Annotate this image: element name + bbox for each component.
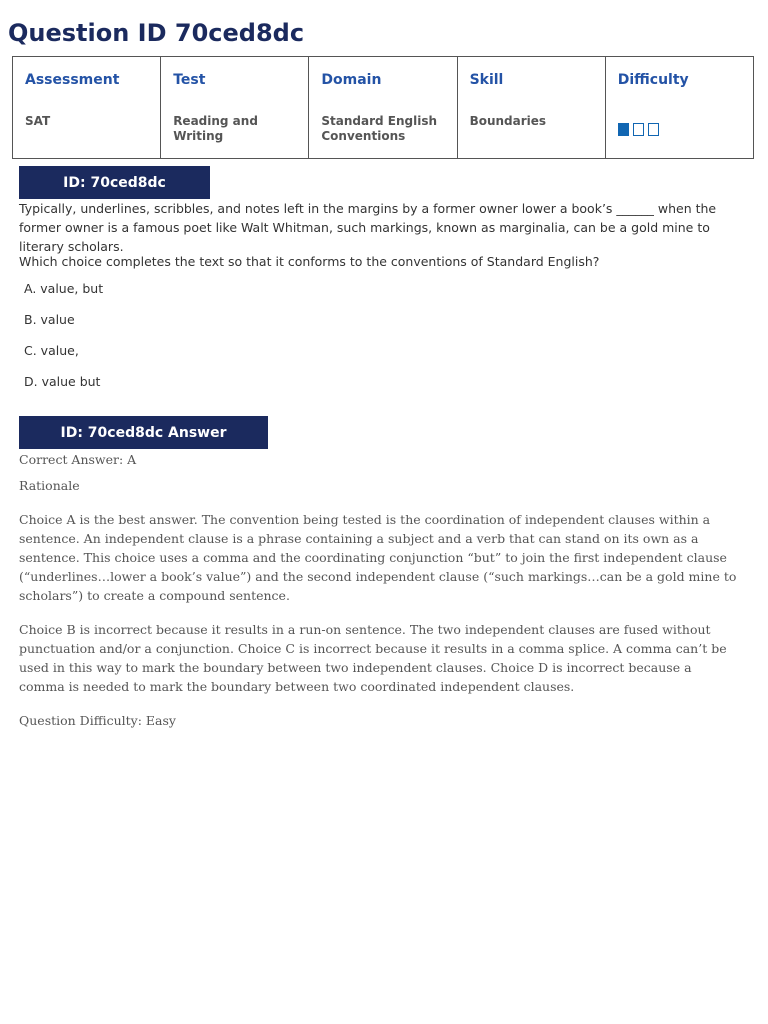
difficulty-box-empty: [633, 123, 644, 136]
meta-value-domain: Standard English Conventions: [321, 114, 438, 143]
meta-value-assessment: SAT: [25, 114, 51, 128]
meta-label-domain: Domain: [321, 72, 382, 88]
difficulty-box-filled: [618, 123, 629, 136]
difficulty-indicator: [618, 123, 659, 136]
question-stem: Which choice completes the text so that it conforms to the conventions of Standard English?: [19, 254, 600, 269]
meta-cell-difficulty: [605, 57, 753, 159]
meta-label-skill: Skill: [469, 72, 504, 88]
choice-b: B. value: [24, 312, 75, 327]
question-id-banner: ID: 70ced8dc: [19, 166, 210, 199]
answer-id-banner: ID: 70ced8dc Answer: [19, 416, 268, 449]
question-passage: Typically, underlines, scribbles, and notes left in the margins by a former owner lower a book’s ______ when the former owner is a famous poet like Walt Whitman, such markings, known as marginalia, can be a gold mine to literary scholars.: [19, 201, 717, 254]
choice-d: D. value but: [24, 374, 101, 389]
rationale-label: Rationale: [19, 478, 80, 493]
meta-cell-assessment: [13, 57, 161, 159]
meta-label-difficulty: Difficulty: [617, 72, 689, 88]
meta-cell-test: [161, 57, 309, 159]
difficulty-box-empty: [648, 123, 659, 136]
meta-value-test: Reading and Writing: [173, 114, 258, 143]
meta-cell-domain: [309, 57, 457, 159]
page-title: Question ID 70ced8dc: [8, 19, 305, 47]
rationale-paragraph-b: Choice B is incorrect because it results in a run-on sentence. The two independent clauses are fused without punctuation and/or a conjunction. Choice C is incorrect because it results in a comma splice. A comma can’t be used in this way to mark the boundary between two independent clauses. Choice D is incorrect because a comma is needed to mark the boundary between two coordinated independent clauses.: [19, 622, 727, 694]
choice-a: A. value, but: [24, 281, 104, 296]
meta-label-assessment: Assessment: [25, 72, 120, 88]
choice-c: C. value,: [24, 343, 79, 358]
meta-label-test: Test: [173, 72, 206, 88]
question-difficulty: Question Difficulty: Easy: [19, 713, 176, 728]
meta-cell-skill: [457, 57, 605, 159]
question-meta-table: [12, 56, 754, 159]
rationale-paragraph-a: Choice A is the best answer. The convention being tested is the coordination of independent clauses within a sentence. An independent clause is a phrase containing a subject and a verb that can stand on its own as a sentence. This choice uses a comma and the coordinating conjunction “but” to join the first independent clause (“underlines…lower a book’s value”) and the second independent clause (“such markings…can be a gold mine to scholars”) to create a compound sentence.: [19, 512, 737, 603]
correct-answer: Correct Answer: A: [19, 452, 137, 467]
meta-value-skill: Boundaries: [469, 114, 547, 128]
